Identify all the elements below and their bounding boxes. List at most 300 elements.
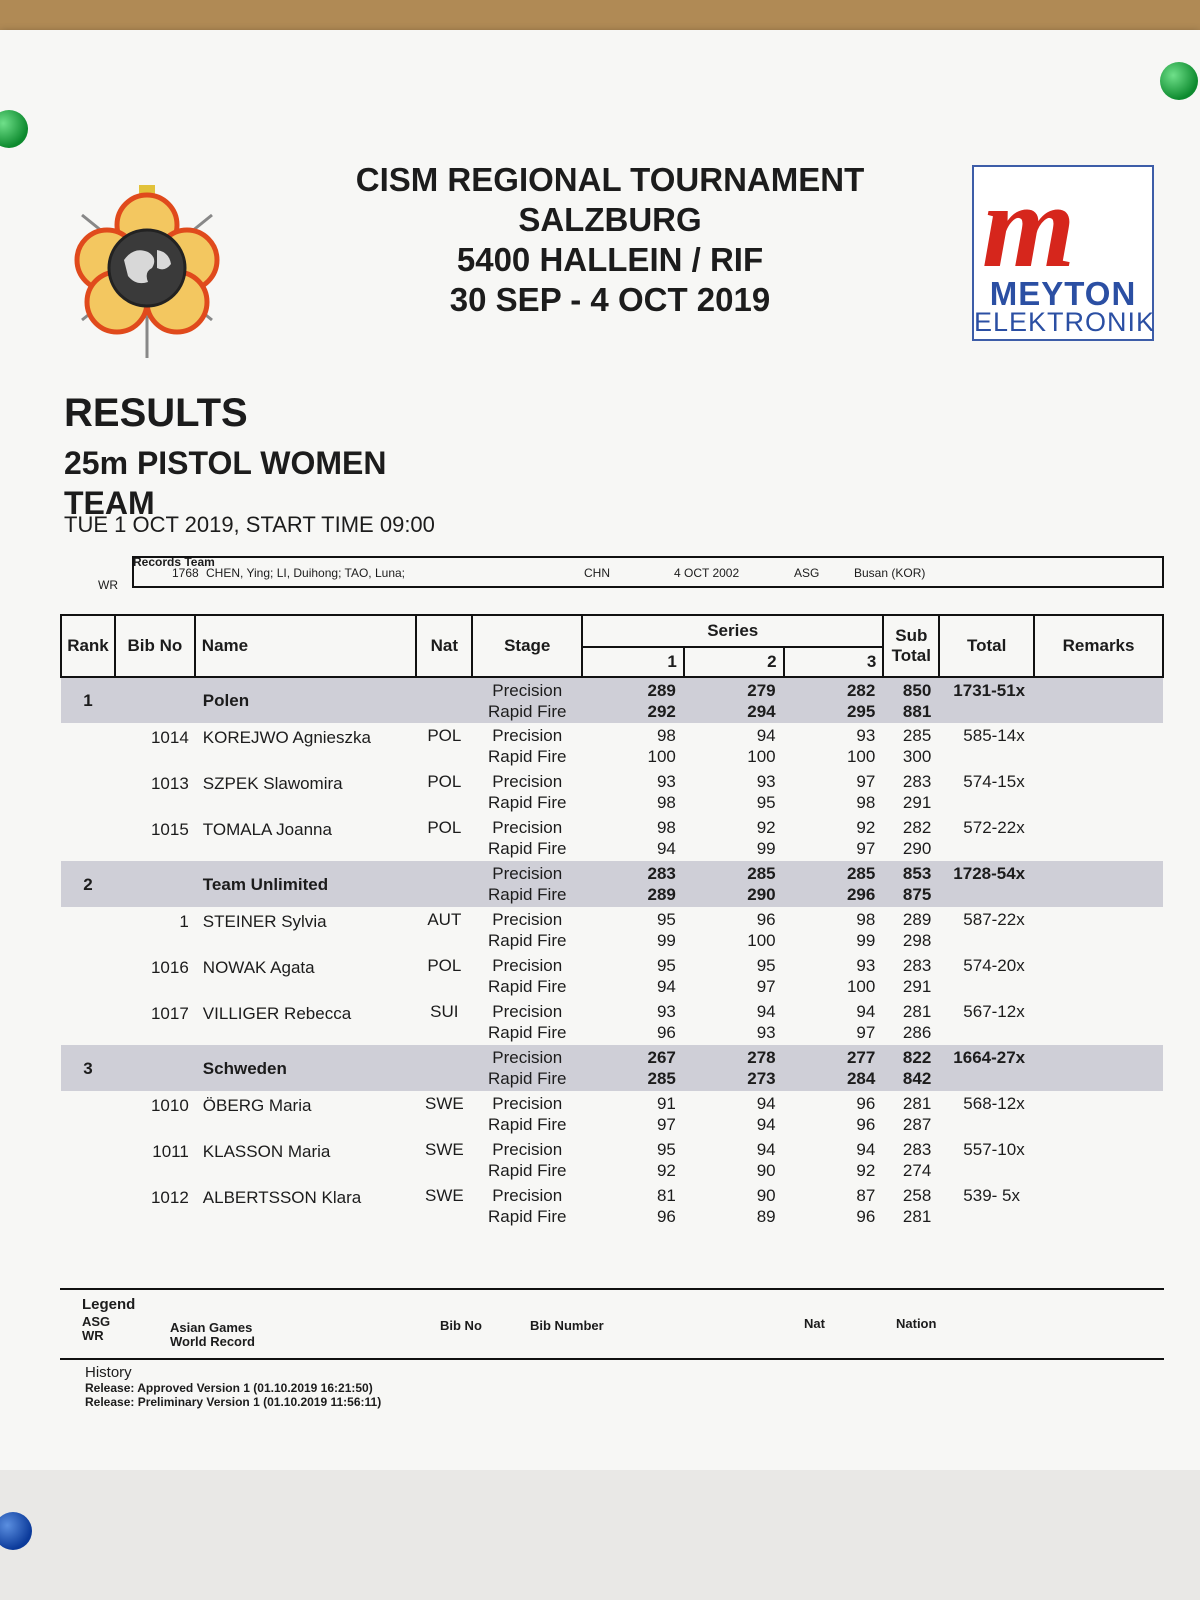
stage-precision: Precision [492,1186,563,1205]
rapid-s1: 285 [647,1069,676,1088]
athlete-row [61,999,1163,1045]
category: TEAM [64,485,155,521]
precision-s2: 285 [747,864,776,883]
athlete-rank-empty [61,815,115,861]
athlete-remarks [1034,815,1163,861]
stage-rapid: Rapid Fire [488,931,567,950]
athlete-sub [883,953,939,999]
stage-rapid: Rapid Fire [488,701,567,721]
records-box [132,556,1164,588]
athlete-row [61,815,1163,861]
athlete-stage [472,723,582,769]
rapid-s3: 99 [856,931,876,950]
precision-s2: 92 [756,818,776,837]
sponsor-name: MEYTON [989,275,1137,312]
stage-precision: Precision [492,680,563,700]
results-heading: RESULTS [64,391,248,435]
legend-nat: Nat [804,1316,825,1331]
precision-s3: 277 [846,1048,876,1067]
athlete-stage [472,953,582,999]
athlete-total: 572-22x [963,818,1025,837]
stage-rapid: Rapid Fire [488,1115,567,1134]
team-bib-empty [115,677,195,723]
athlete-s1 [582,907,684,953]
team-name: Schweden [195,1045,417,1091]
team-sub [883,861,939,907]
legend-bib-desc: Bib Number [530,1318,604,1333]
rapid-s1: 98 [656,793,676,812]
board-surface [0,1470,1200,1600]
team-total: 1664-27x [939,1045,1034,1091]
athlete-stage [472,907,582,953]
athlete-s2 [684,815,784,861]
athlete-bib: 1014 [150,728,189,747]
tournament-venue: 5400 HALLEIN / RIF [456,241,764,278]
athlete-nat: POL [427,818,462,837]
precision-s3: 94 [856,1140,876,1159]
stage-rapid: Rapid Fire [488,793,567,812]
athlete-name: SZPEK Slawomira [202,774,343,793]
stage-rapid: Rapid Fire [488,1207,567,1226]
athlete-total: 585-14x [963,726,1025,745]
athlete-remarks [1034,1183,1163,1229]
rapid-s1: 94 [656,839,676,858]
table-body [61,677,1163,1229]
team-s1 [582,1045,684,1091]
stage-precision: Precision [492,818,563,837]
rapid-s3: 100 [846,747,876,766]
rapid-s3: 96 [856,1207,876,1226]
athlete-s1 [582,999,684,1045]
athlete-sub [883,1137,939,1183]
athlete-s2 [684,1137,784,1183]
precision-s3: 87 [856,1186,876,1205]
athlete-s1 [582,1137,684,1183]
athlete-s3 [784,769,884,815]
precision-s3: 92 [856,818,876,837]
precision-s1: 95 [656,1140,676,1159]
results-table [60,614,1164,1229]
rapid-s1: 92 [656,1161,676,1180]
record-place: Busan (KOR) [854,566,926,580]
athlete-total: 557-10x [963,1140,1025,1159]
team-row [61,861,1163,907]
history-approved: Release: Approved Version 1 (01.10.2019 16:21:50) [85,1381,373,1395]
precision-s3: 93 [856,726,876,745]
rapid-s1: 292 [647,701,676,721]
rapid-s3: 296 [846,885,876,904]
team-total: 1728-54x [939,861,1034,907]
team-s2 [684,861,784,907]
record-event: ASG [794,566,820,580]
precision-s3: 282 [846,680,876,700]
athlete-stage [472,769,582,815]
athlete-name: TOMALA Joanna [202,820,332,839]
rapid-sub: 875 [902,885,932,904]
col-series-3: 3 [784,647,884,677]
table-header [61,615,1163,677]
athlete-remarks [1034,907,1163,953]
stage-precision: Precision [492,956,563,975]
tournament-dates: 30 SEP - 4 OCT 2019 [449,281,771,318]
athlete-bib: 1015 [150,820,189,839]
athlete-s1 [582,953,684,999]
col-bib: Bib No [115,615,195,677]
rapid-s3: 97 [856,839,876,858]
athlete-remarks [1034,953,1163,999]
rapid-sub: 281 [902,1207,932,1226]
rapid-s2: 273 [747,1069,776,1088]
athlete-total: 567-12x [963,1002,1025,1021]
athlete-sub [883,769,939,815]
athlete-name: STEINER Sylvia [202,912,327,931]
tournament-name: CISM REGIONAL TOURNAMENT [355,161,865,198]
team-name: Polen [195,677,417,723]
precision-s3: 97 [856,772,876,791]
athlete-name: ÖBERG Maria [202,1096,312,1115]
athlete-stage [472,999,582,1045]
precision-s1: 91 [656,1094,676,1113]
athlete-remarks [1034,1137,1163,1183]
team-stage [472,1045,582,1091]
precision-s3: 98 [856,910,876,929]
athlete-sub [883,1091,939,1137]
rapid-s3: 92 [856,1161,876,1180]
rapid-sub: 274 [902,1161,932,1180]
record-names: CHEN, Ying; LI, Duihong; TAO, Luna; [206,566,405,580]
athlete-sub [883,723,939,769]
legend-asg: ASG [82,1314,111,1329]
precision-s2: 279 [747,680,776,700]
athlete-remarks [1034,1091,1163,1137]
athlete-bib: 1 [179,912,189,931]
precision-sub: 853 [902,864,932,883]
athlete-remarks [1034,723,1163,769]
stage-precision: Precision [492,1094,563,1113]
athlete-nat: SUI [430,1002,459,1021]
rapid-sub: 291 [902,793,932,812]
team-s2 [684,1045,784,1091]
athlete-s1 [582,1091,684,1137]
stage-rapid: Rapid Fire [488,747,567,766]
record-nat: CHN [584,566,610,580]
col-series: Series [582,615,883,647]
team-sub [883,677,939,723]
col-series-2: 2 [684,647,784,677]
athlete-rank-empty [61,723,115,769]
sponsor-subtitle: ELEKTRONIK [974,307,1156,337]
team-s3 [784,1045,884,1091]
rapid-s1: 289 [647,885,676,904]
athlete-total: 568-12x [963,1094,1025,1113]
team-sub [883,1045,939,1091]
precision-s3: 285 [846,864,876,883]
team-rank: 2 [61,861,115,907]
athlete-stage [472,1137,582,1183]
legend-wr-desc: World Record [170,1334,255,1349]
rapid-sub: 842 [902,1069,932,1088]
team-bib-empty [115,1045,195,1091]
athlete-s2 [684,1183,784,1229]
rapid-sub: 881 [902,701,932,721]
athlete-stage [472,815,582,861]
rapid-s3: 295 [846,701,876,721]
precision-s2: 94 [756,726,776,745]
athlete-s1 [582,769,684,815]
record-type: WR [98,578,118,592]
legend-asg-desc: Asian Games [170,1320,253,1335]
cism-emblem-icon [62,180,232,360]
rapid-s1: 99 [656,931,676,950]
legend-wr: WR [82,1328,104,1343]
precision-s2: 94 [756,1140,776,1159]
precision-s1: 98 [656,818,676,837]
athlete-bib: 1016 [150,958,189,977]
rapid-sub: 286 [902,1023,932,1042]
record-score: 1768 [172,566,199,580]
athlete-rank-empty [61,769,115,815]
precision-sub: 258 [902,1186,932,1205]
team-nat-empty [416,861,472,907]
rapid-s2: 97 [756,977,776,996]
athlete-nat: SWE [424,1186,464,1205]
athlete-nat: POL [427,772,462,791]
team-nat-empty [416,1045,472,1091]
tournament-header [320,160,900,320]
history-title: History [85,1364,132,1381]
athlete-name: NOWAK Agata [202,958,315,977]
col-sub-line1: Sub [895,626,928,645]
athlete-row [61,907,1163,953]
athlete-remarks [1034,769,1163,815]
athlete-rank-empty [61,1183,115,1229]
athlete-bib: 1012 [150,1188,189,1207]
precision-s1: 93 [656,772,676,791]
athlete-name: KLASSON Maria [202,1142,331,1161]
rapid-s1: 100 [647,747,676,766]
rapid-sub: 290 [902,839,932,858]
stage-rapid: Rapid Fire [488,1023,567,1042]
athlete-s3 [784,1091,884,1137]
team-row [61,677,1163,723]
stage-rapid: Rapid Fire [488,1069,567,1088]
athlete-s2 [684,953,784,999]
col-total: Total [939,615,1034,677]
col-sub-line2: Total [891,646,931,665]
history-preliminary: Release: Preliminary Version 1 (01.10.2019 11:56:11) [85,1395,382,1409]
precision-sub: 281 [902,1094,932,1113]
rapid-s1: 94 [656,977,676,996]
rapid-sub: 287 [902,1115,932,1134]
athlete-sub [883,907,939,953]
rapid-s2: 94 [756,1115,776,1134]
col-series-1: 1 [582,647,684,677]
rapid-s3: 100 [846,977,876,996]
team-rank: 1 [61,677,115,723]
col-name: Name [195,615,417,677]
team-row [61,1045,1163,1091]
team-total: 1731-51x [939,677,1034,723]
meyton-logo [972,159,1156,341]
rapid-s1: 96 [656,1207,676,1226]
athlete-nat: SWE [424,1140,464,1159]
precision-s1: 95 [656,956,676,975]
stage-rapid: Rapid Fire [488,977,567,996]
athlete-rank-empty [61,1091,115,1137]
athlete-stage [472,1091,582,1137]
precision-s2: 95 [756,956,776,975]
athlete-rank-empty [61,1137,115,1183]
athlete-name: VILLIGER Rebecca [202,1004,352,1023]
rapid-sub: 291 [902,977,932,996]
stage-precision: Precision [492,726,563,745]
records-label: Records Team [133,555,215,569]
precision-s2: 90 [756,1186,776,1205]
meyton-m-icon: m [982,159,1076,292]
precision-s1: 283 [647,864,676,883]
team-s1 [582,677,684,723]
athlete-rank-empty [61,907,115,953]
rapid-s2: 100 [747,931,776,950]
record-date: 4 OCT 2002 [674,566,740,580]
precision-s2: 94 [756,1094,776,1113]
athlete-s3 [784,815,884,861]
col-stage: Stage [472,615,582,677]
precision-sub: 285 [902,726,932,745]
athlete-s2 [684,1091,784,1137]
athlete-bib: 1013 [150,774,189,793]
precision-s1: 93 [656,1002,676,1021]
precision-sub: 283 [902,956,932,975]
rapid-s1: 96 [656,1023,676,1042]
athlete-row [61,723,1163,769]
precision-s1: 98 [656,726,676,745]
rapid-sub: 298 [902,931,932,950]
event-title [64,435,386,523]
precision-sub: 850 [902,680,932,700]
precision-sub: 822 [902,1048,932,1067]
athlete-sub [883,999,939,1045]
rapid-s1: 97 [656,1115,676,1134]
team-s3 [784,861,884,907]
legend-nat-desc: Nation [896,1316,937,1331]
rapid-s3: 98 [856,793,876,812]
team-stage [472,677,582,723]
athlete-s1 [582,723,684,769]
athlete-total: 539- 5x [963,1186,1020,1205]
precision-s1: 289 [647,680,676,700]
athlete-s1 [582,1183,684,1229]
stage-precision: Precision [492,910,563,929]
rapid-sub: 300 [902,747,932,766]
rapid-s3: 284 [846,1069,876,1088]
legend-title: Legend [82,1296,136,1313]
stage-precision: Precision [492,772,563,791]
athlete-s3 [784,999,884,1045]
precision-s3: 96 [856,1094,876,1113]
athlete-row [61,769,1163,815]
precision-s3: 93 [856,956,876,975]
rapid-s2: 90 [756,1161,776,1180]
rapid-s2: 294 [747,701,776,721]
stage-precision: Precision [492,1140,563,1159]
athlete-s1 [582,815,684,861]
athlete-row [61,1091,1163,1137]
team-s1 [582,861,684,907]
precision-s1: 95 [656,910,676,929]
precision-sub: 283 [902,772,932,791]
athlete-nat: POL [427,726,462,745]
rapid-s2: 95 [756,793,776,812]
athlete-total: 587-22x [963,910,1025,929]
stage-rapid: Rapid Fire [488,839,567,858]
team-s2 [684,677,784,723]
athlete-remarks [1034,999,1163,1045]
precision-sub: 283 [902,1140,932,1159]
rapid-s2: 99 [756,839,776,858]
athlete-sub [883,1183,939,1229]
col-rank: Rank [61,615,115,677]
team-bib-empty [115,861,195,907]
stage-rapid: Rapid Fire [488,1161,567,1180]
precision-sub: 289 [902,910,932,929]
athlete-rank-empty [61,953,115,999]
precision-s1: 267 [647,1048,676,1067]
col-nat: Nat [416,615,472,677]
athlete-rank-empty [61,999,115,1045]
athlete-s3 [784,1183,884,1229]
start-time: TUE 1 OCT 2019, START TIME 09:00 [64,512,435,537]
stage-precision: Precision [492,1048,563,1067]
athlete-s3 [784,1137,884,1183]
team-name: Team Unlimited [195,861,417,907]
team-rank: 3 [61,1045,115,1091]
athlete-nat: AUT [427,910,462,929]
stage-precision: Precision [492,1002,563,1021]
rapid-s3: 96 [856,1115,876,1134]
team-remarks [1034,1045,1163,1091]
precision-s2: 278 [747,1048,776,1067]
rapid-s2: 89 [756,1207,776,1226]
athlete-s2 [684,723,784,769]
athlete-s2 [684,907,784,953]
athlete-s2 [684,769,784,815]
rapid-s3: 97 [856,1023,876,1042]
team-remarks [1034,677,1163,723]
athlete-sub [883,815,939,861]
discipline: 25m PISTOL WOMEN [64,445,387,481]
col-remarks: Remarks [1034,615,1163,677]
athlete-bib: 1017 [150,1004,189,1023]
athlete-row [61,953,1163,999]
athlete-name: ALBERTSSON Klara [202,1188,362,1207]
athlete-name: KOREJWO Agnieszka [202,728,371,747]
athlete-nat: POL [427,956,462,975]
tournament-city: SALZBURG [518,201,702,238]
precision-s2: 96 [756,910,776,929]
team-remarks [1034,861,1163,907]
athlete-total: 574-15x [963,772,1025,791]
precision-s3: 94 [856,1002,876,1021]
history [85,1364,381,1409]
stage-precision: Precision [492,864,563,883]
push-pin-icon [1160,62,1198,100]
athlete-total: 574-20x [963,956,1025,975]
stage-rapid: Rapid Fire [488,885,567,904]
precision-s2: 94 [756,1002,776,1021]
athlete-s3 [784,907,884,953]
athlete-row [61,1137,1163,1183]
